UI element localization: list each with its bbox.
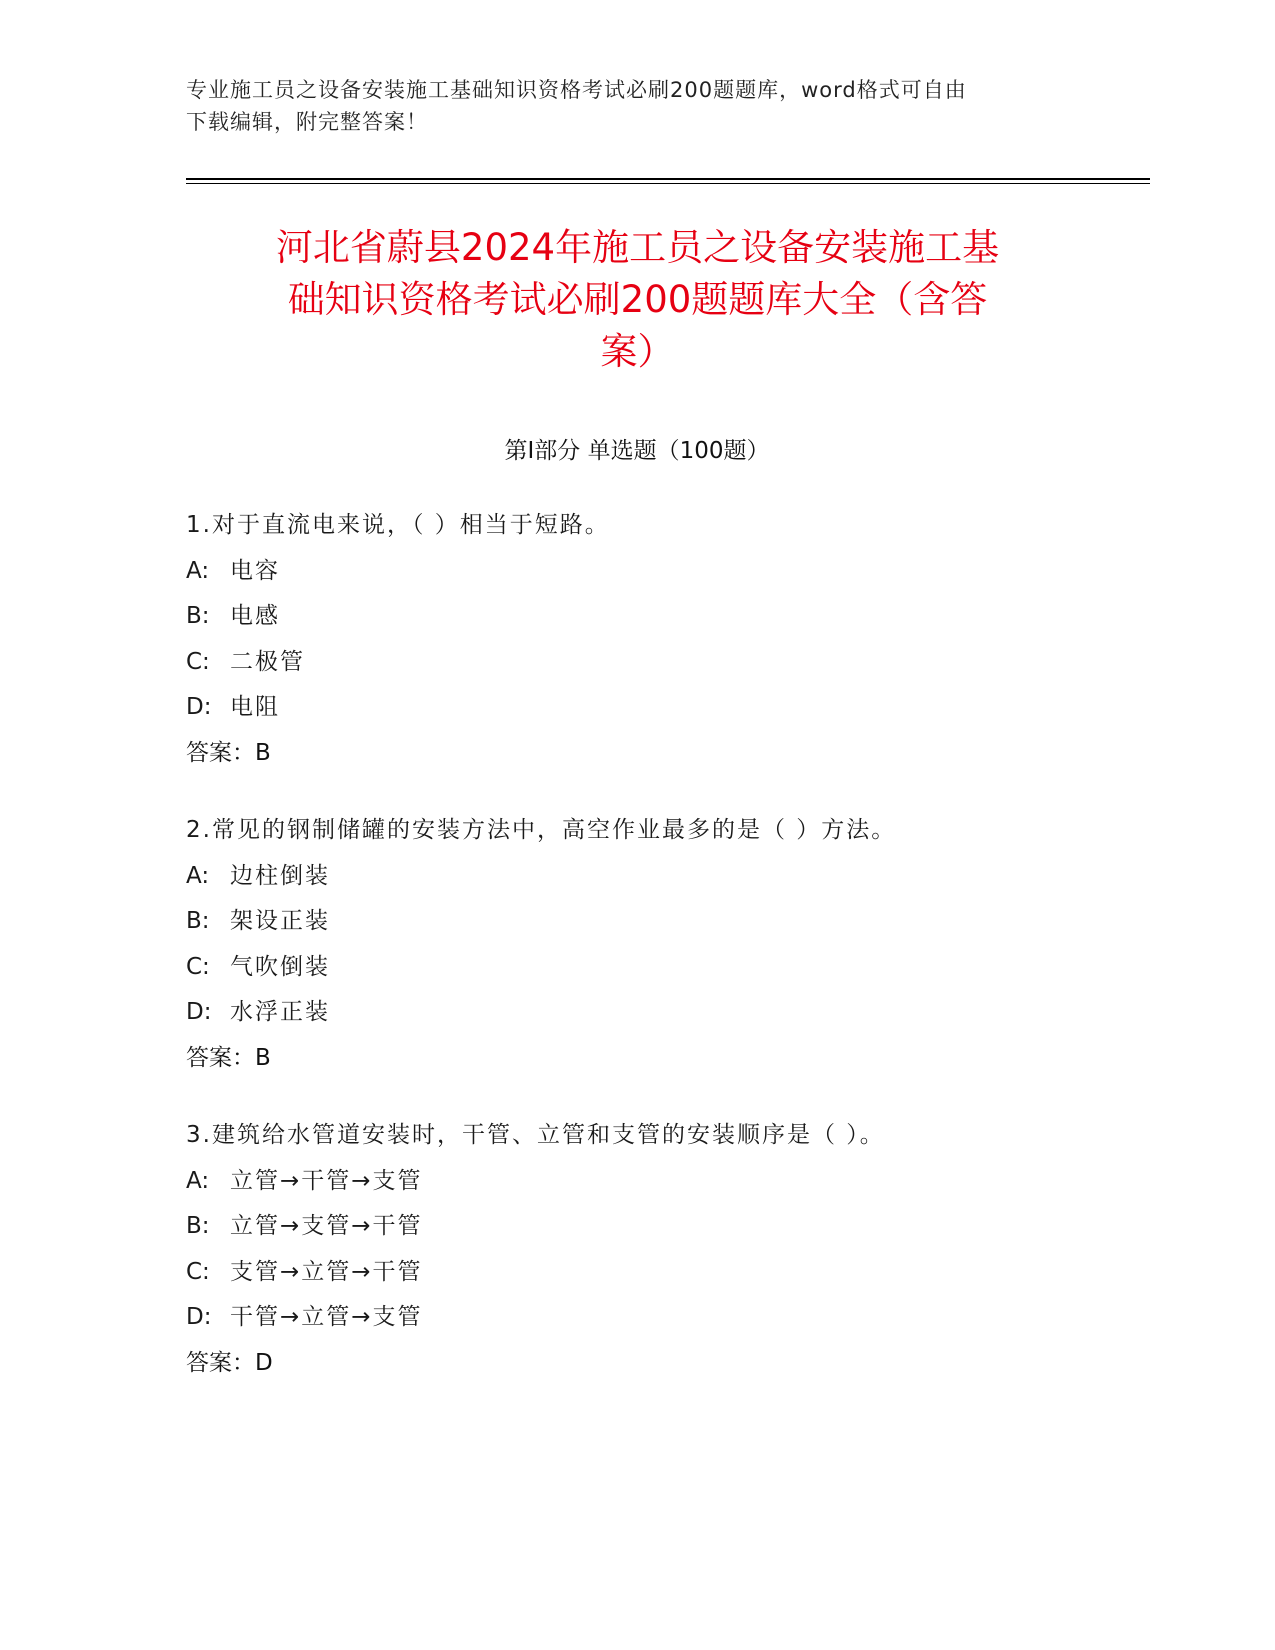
question-stem: 2.常见的钢制储罐的安装方法中，高空作业最多的是（ ）方法。 (186, 817, 897, 843)
option-label: D: (186, 999, 212, 1025)
header-note-line-2: 下载编辑，附完整答案！ (186, 110, 428, 134)
option-text: 立管→支管→干管 (230, 1213, 423, 1239)
option-label: C: (186, 1258, 210, 1285)
section-heading: 第Ⅰ部分 单选题（100题） (504, 438, 770, 464)
option-text: 支管→立管→干管 (230, 1258, 423, 1285)
answer-line: 答案：B (186, 1044, 271, 1071)
option-label: C: (186, 648, 210, 675)
document-title-line-3: 案） (600, 330, 675, 373)
option-text: 电容 (230, 557, 280, 584)
option-text: 电感 (230, 603, 280, 629)
option-b (186, 594, 1136, 640)
option-text: 架设正装 (230, 908, 330, 934)
option-b (186, 899, 1136, 945)
question-3 (186, 1113, 1136, 1386)
header-divider-thin (186, 183, 1150, 184)
option-label: A: (186, 557, 210, 584)
question-stem: 1.对于直流电来说，（ ）相当于短路。 (186, 512, 610, 538)
document-title (170, 222, 1105, 378)
option-a (186, 1159, 1136, 1205)
option-text: 水浮正装 (230, 999, 330, 1025)
question-stem: 3.建筑给水管道安装时，干管、立管和支管的安装顺序是（ ）。 (186, 1122, 885, 1148)
option-text: 二极管 (230, 648, 305, 675)
option-label: D: (186, 1304, 212, 1330)
header-note (186, 74, 1086, 138)
option-text: 边柱倒装 (230, 862, 330, 889)
option-c (186, 640, 1136, 686)
option-text: 电阻 (230, 694, 280, 720)
option-text: 干管→立管→支管 (230, 1304, 423, 1330)
option-d (186, 990, 1136, 1036)
header-note-line-1: 专业施工员之设备安装施工基础知识资格考试必刷200题题库，word格式可自由 (186, 78, 967, 102)
option-a (186, 549, 1136, 595)
option-c (186, 945, 1136, 991)
option-label: A: (186, 862, 210, 889)
option-label: B: (186, 908, 210, 934)
question-2 (186, 808, 1136, 1081)
option-c (186, 1250, 1136, 1296)
document-title-line-2: 础知识资格考试必刷200题题库大全（含答 (287, 278, 988, 321)
option-label: A: (186, 1167, 210, 1194)
option-d (186, 1295, 1136, 1341)
option-text: 气吹倒装 (230, 953, 330, 980)
option-a (186, 854, 1136, 900)
header-divider-thick (186, 178, 1150, 180)
option-d (186, 685, 1136, 731)
answer-line: 答案：D (186, 1349, 273, 1376)
answer-line: 答案：B (186, 739, 271, 766)
document-title-line-1: 河北省蔚县2024年施工员之设备安装施工基 (275, 226, 1000, 269)
option-b (186, 1204, 1136, 1250)
question-1 (186, 503, 1136, 776)
option-label: D: (186, 694, 212, 720)
option-label: B: (186, 603, 210, 629)
option-text: 立管→干管→支管 (230, 1167, 423, 1194)
option-label: B: (186, 1213, 210, 1239)
option-label: C: (186, 953, 210, 980)
